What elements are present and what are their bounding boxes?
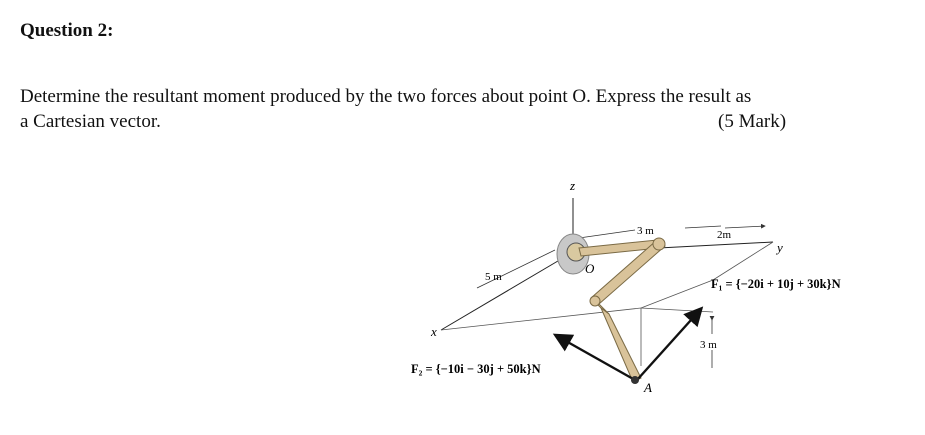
mechanics-figure (395, 170, 915, 400)
dim-3m-right-label: 3 m (700, 339, 717, 351)
point-A (631, 376, 639, 384)
question-text-line-2: a Cartesian vector. (20, 111, 161, 132)
force-F2-label: F₂ = {−10i − 30j + 50k}N (411, 362, 541, 376)
question-heading: Question 2: (20, 20, 114, 41)
y-axis-label: y (777, 240, 783, 255)
force-F1-label: F₁ = {−20i + 10j + 30k}N (711, 277, 841, 291)
point-O-label: O (585, 261, 595, 276)
point-A-label: A (644, 380, 652, 395)
x-axis (441, 258, 563, 330)
ground-plane (441, 242, 773, 366)
force-F1-arrow (637, 310, 700, 380)
z-axis-label: z (570, 178, 576, 193)
question-text-line-1: Determine the resultant moment produced by the two forces about point O. Express the result as (20, 86, 752, 107)
dim-2m-label: 2m (717, 229, 732, 241)
question-marks: (5 Mark) (718, 111, 787, 132)
dim-3m-top-label: 3 m (637, 225, 654, 237)
dim-5m-label: 5 m (485, 271, 502, 283)
x-axis-label: x (431, 324, 437, 339)
